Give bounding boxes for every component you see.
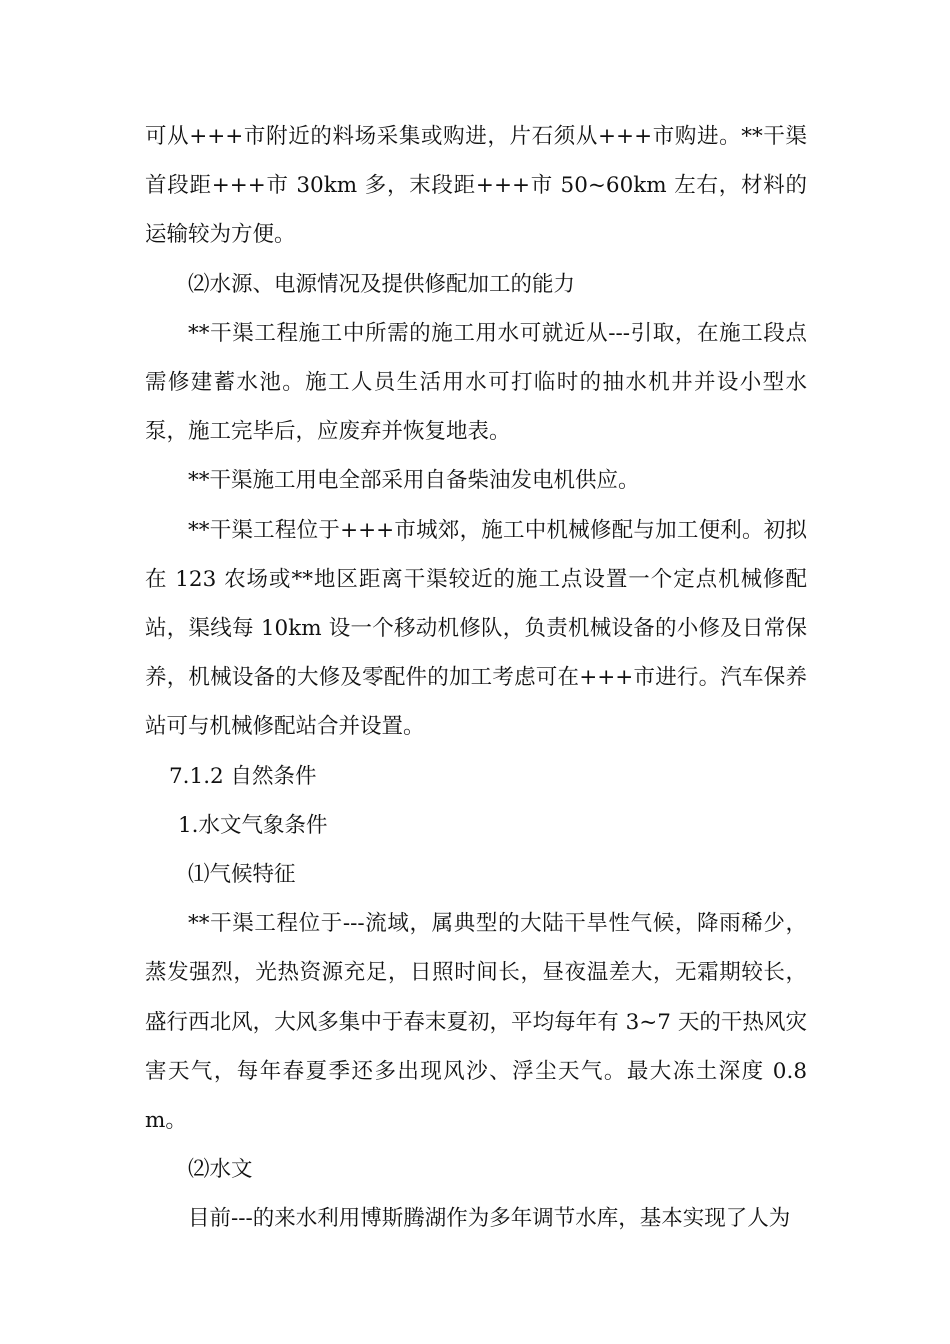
document-page (145, 112, 807, 1244)
paragraph-machinery-repair: **干渠工程位于+++市城郊，施工中机械修配与加工便利。初拟在 123 农场或**地区距离干渠较近的施工点设置一个定点机械修配站，渠线每 10km 设一个移动机修队，负责机械设备的小修及日常保养，机械设备的大修及零配件的加工考虑可在+++市进行。汽车保养站可与机械修配站合并设置。 (145, 517, 807, 740)
subheading-climate: ⑴气候特征 (188, 862, 296, 888)
paragraph-climate: **干渠工程位于---流域，属典型的大陆干旱性气候，降雨稀少，蒸发强烈，光热资源充足，日照时间长，昼夜温差大，无霜期较长，盛行西北风，大风多集中于春末夏初，平均每年有 3~7 天的干热风灾害天气，每年春夏季还多出现风沙、浮尘天气。最大冻土深度 0.8m。 (145, 911, 807, 1134)
section-heading-natural-conditions: 7.1.2 自然条件 (169, 763, 317, 789)
paragraph-water-supply: **干渠工程施工中所需的施工用水可就近从---引取，在施工段点需修建蓄水池。施工人员生活用水可打临时的抽水机井并设小型水泵，施工完毕后，应废弃并恢复地表。 (145, 320, 807, 445)
paragraph-materials-transport: 可从+++市附近的料场采集或购进，片石须从+++市购进。**干渠首段距+++市 30km 多，末段距+++市 50~60km 左右，材料的运输较为方便。 (145, 124, 807, 248)
paragraph-power-supply: **干渠施工用电全部采用自备柴油发电机供应。 (188, 468, 640, 494)
subheading-water-power-repair: ⑵水源、电源情况及提供修配加工的能力 (188, 271, 576, 297)
subheading-hydrology: ⑵水文 (188, 1157, 253, 1183)
paragraph-hydrology: 目前---的来水利用博斯腾湖作为多年调节水库，基本实现了人为 (188, 1206, 791, 1232)
subheading-hydro-meteorology: 1.水文气象条件 (178, 812, 328, 838)
